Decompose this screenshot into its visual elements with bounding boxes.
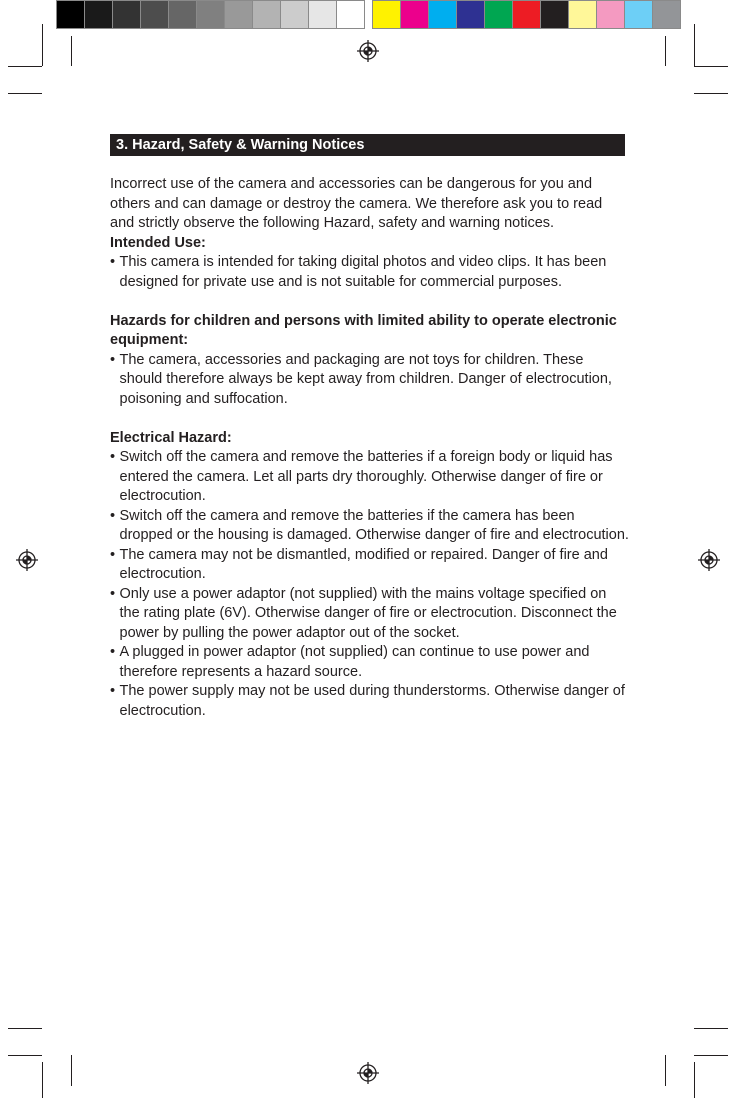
crop-mark bbox=[8, 1055, 42, 1056]
color-swatch bbox=[372, 0, 401, 29]
section-title: 3. Hazard, Safety & Warning Notices bbox=[110, 134, 625, 156]
crop-mark bbox=[71, 36, 72, 66]
crop-mark bbox=[8, 1028, 42, 1029]
color-swatch bbox=[596, 0, 625, 29]
bullet-item: • Switch off the camera and remove the batteries if the camera has been dropped or the housing is damaged. Otherwise danger of fire and electrocution. bbox=[110, 507, 630, 546]
process-color-bar bbox=[372, 0, 680, 29]
color-swatch bbox=[308, 0, 337, 29]
color-swatch bbox=[540, 0, 569, 29]
bullet-item: • Switch off the camera and remove the batteries if a foreign body or liquid has entered the camera. Let all parts dry thoroughly. Otherwise danger of fire or electrocution. bbox=[110, 448, 630, 507]
crop-mark bbox=[694, 24, 695, 66]
color-swatch bbox=[568, 0, 597, 29]
bullet-item: • The power supply may not be used during thunderstorms. Otherwise danger of electrocution. bbox=[110, 682, 630, 721]
color-swatch bbox=[512, 0, 541, 29]
bullet-item: • This camera is intended for taking digital photos and video clips. It has been designed for private use and is not suitable for commercial purposes. bbox=[110, 253, 630, 292]
color-swatch bbox=[652, 0, 681, 29]
color-swatch bbox=[56, 0, 85, 29]
crop-mark bbox=[694, 93, 728, 94]
intended-use-heading: Intended Use: bbox=[110, 234, 206, 251]
color-swatch bbox=[112, 0, 141, 29]
crop-mark bbox=[8, 66, 42, 67]
registration-mark-icon bbox=[698, 549, 720, 571]
registration-mark-icon bbox=[16, 549, 38, 571]
bullet-item: • The camera may not be dismantled, modified or repaired. Danger of fire and electrocution. bbox=[110, 546, 630, 585]
crop-mark bbox=[694, 1028, 728, 1029]
registration-mark-icon bbox=[357, 1062, 379, 1084]
color-swatch bbox=[456, 0, 485, 29]
bullet-item: • The camera, accessories and packaging are not toys for children. These should therefore always be kept away from children. Danger of electrocution, poisoning and suffocation. bbox=[110, 351, 630, 410]
color-swatch bbox=[336, 0, 365, 29]
color-swatch bbox=[84, 0, 113, 29]
document-body bbox=[110, 175, 630, 721]
crop-mark bbox=[71, 1055, 72, 1086]
electrical-hazard-section bbox=[110, 429, 630, 722]
crop-mark bbox=[694, 66, 728, 67]
crop-mark bbox=[665, 1055, 666, 1086]
bullet-item: • Only use a power adaptor (not supplied) with the mains voltage specified on the rating plate (6V). Otherwise danger of fire or electrocution. Disconnect the power by pulling the power adaptor out of the socket. bbox=[110, 585, 630, 644]
color-swatch bbox=[484, 0, 513, 29]
crop-mark bbox=[694, 1055, 728, 1056]
color-swatch bbox=[252, 0, 281, 29]
color-swatch bbox=[168, 0, 197, 29]
color-swatch bbox=[224, 0, 253, 29]
intended-use-section bbox=[110, 234, 630, 293]
grayscale-color-bar bbox=[56, 0, 364, 29]
color-swatch bbox=[196, 0, 225, 29]
color-swatch bbox=[400, 0, 429, 29]
color-swatch bbox=[428, 0, 457, 29]
color-swatch bbox=[280, 0, 309, 29]
registration-mark-icon bbox=[357, 40, 379, 62]
intro-paragraph: Incorrect use of the camera and accessories can be dangerous for you and others and can damage or destroy the camera. We therefore ask you to read and strictly observe the following Hazard, safety and warning notices. bbox=[110, 176, 603, 231]
color-swatch bbox=[140, 0, 169, 29]
crop-mark bbox=[8, 93, 42, 94]
color-swatch bbox=[624, 0, 653, 29]
crop-mark bbox=[694, 1062, 695, 1098]
electrical-hazard-heading: Electrical Hazard: bbox=[110, 429, 232, 446]
crop-mark bbox=[42, 1062, 43, 1098]
crop-mark bbox=[665, 36, 666, 66]
bullet-item: • A plugged in power adaptor (not supplied) can continue to use power and therefore represents a hazard source. bbox=[110, 643, 630, 682]
crop-mark bbox=[42, 24, 43, 66]
children-hazard-section bbox=[110, 312, 630, 410]
children-hazard-heading: Hazards for children and persons with limited ability to operate electronic equipment: bbox=[110, 312, 617, 348]
